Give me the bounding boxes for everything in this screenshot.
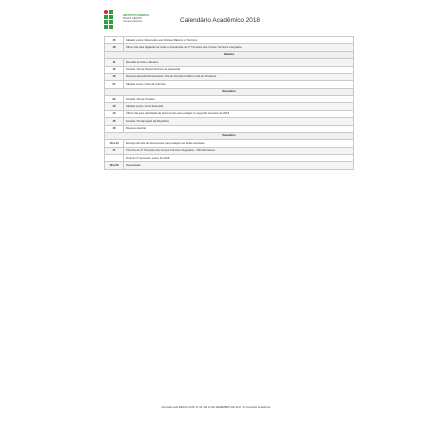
month-label: Outubro [105,51,354,58]
event-day: 10 [105,103,124,110]
event-description: Recesso Escolar/Administrativo: Dia do Servidor Público e Dia do Professor [124,73,354,80]
institution-sub-line: MINAS GERAIS [123,17,142,21]
calendar-row [105,44,354,51]
event-day: 16 [105,44,124,51]
calendar-table [104,36,354,170]
event-day [105,155,124,162]
event-day: 27 [105,81,124,88]
institution-line: INSTITUTO FEDERAL [123,14,150,17]
calendar-row [105,73,354,80]
event-description: Entrega dos kits de documentos para estágio nas férias escolares [124,140,354,147]
event-day: 16 [105,125,124,132]
event-day: 02 [105,96,124,103]
approval-footer: Aprovado pela RESOLUÇÃO Nº 03, DE 11 DE DEZEMBRO DE 2017, do Conselho Acadêmico [161,406,271,409]
calendar-row [105,118,354,125]
event-description: Final do 2º Semestre Letivo de 2018 [124,155,354,162]
event-day: 15 [105,118,124,125]
month-label: Novembro [105,88,354,95]
event-description: Sábado Letivo: Reservado aos Núcleos Básicos e Técnicos [124,37,354,44]
calendar-row [105,59,354,66]
calendar-row [105,125,354,132]
event-description: Feriado: Dia de Finados [124,96,354,103]
event-day: 18 a 20 [105,162,124,169]
month-label: Dezembro [105,132,354,139]
calendar-row [105,110,354,117]
event-description: Último dia para digitação de notas e frequências do 2º Trimestre dos Cursos Técnicos Integrados [124,44,354,51]
event-description: Feriado: Dia de Nossa Senhora de Aparecida [124,66,354,73]
month-header-row [105,132,354,139]
institution-name [123,14,150,24]
event-description: Recesso Escolar [124,125,354,132]
event-day: 11 [105,59,124,66]
event-day: 12 [105,66,124,73]
event-day: 10 a 14 [105,140,124,147]
calendar-row [105,162,354,169]
event-description: Sábado Letivo: Curta Extensão [124,103,354,110]
page-title: Calendário Acadêmico 2018 [180,17,260,24]
event-day: 15 [105,37,124,44]
event-day: 17 [105,147,124,154]
calendar-row [105,103,354,110]
month-header-row [105,88,354,95]
calendar-row [105,147,354,154]
event-description: Término do 3º Trimestre dos Cursos Técnicos Integrados - 200 dias letivos [124,147,354,154]
calendar-row [105,155,354,162]
event-day: 14 [105,110,124,117]
institution-logo [104,10,118,32]
calendar-row [105,37,354,44]
event-description: Reunião de Pais e Mestres [124,59,354,66]
event-day: 15 [105,73,124,80]
calendar-row [105,140,354,147]
event-description: Feriado: Proclamação da República [124,118,354,125]
calendar-row [105,66,354,73]
calendar-row [105,96,354,103]
event-description: Reavaliação [124,162,354,169]
calendar-row [105,81,354,88]
campus-line: Campus Bambuí [123,20,143,24]
event-description: Último dia para solicitação de documentos para estágio no segundo semestre de 2018 [124,110,354,117]
header [104,10,354,34]
month-header-row [105,51,354,58]
logo-red-dot [104,10,108,14]
event-description: Sábado Letivo: Feira de Ciências [124,81,354,88]
